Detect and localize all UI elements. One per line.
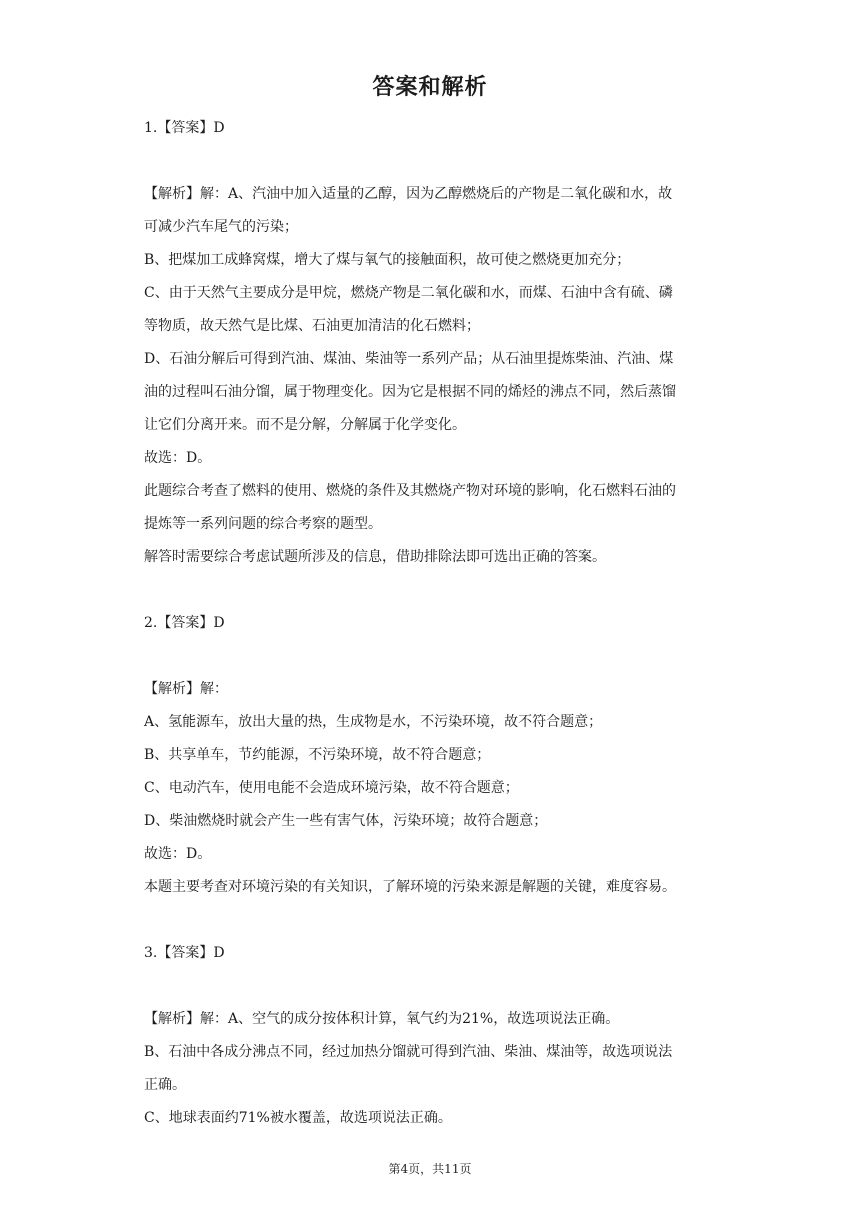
q2-analysis-line: B、共享单车，节约能源，不污染环境，故不符合题意； xyxy=(144,747,491,763)
q1-analysis-line: 油的过程叫石油分馏，属于物理变化。因为它是根据不同的烯烃的沸点不同，然后蒸馏 xyxy=(144,384,676,400)
spacer xyxy=(144,574,720,607)
q2-analysis-line: D、柴油燃烧时就会产生一些有害气体，污染环境；故符合题意； xyxy=(144,813,548,829)
q1-analysis-line: 让它们分离开来。而不是分解，分解属于化学变化。 xyxy=(144,417,466,433)
q1-analysis-line: D、石油分解后可得到汽油、煤油、柴油等一系列产品；从石油里提炼柴油、汽油、煤 xyxy=(144,351,674,367)
q1-answer: 1.【答案】D xyxy=(144,120,225,136)
q1-analysis-line: 【解析】解：A、汽油中加入适量的乙醇，因为乙醇燃烧后的产物是二氧化碳和水，故 xyxy=(144,186,673,202)
document-body xyxy=(144,112,720,1135)
q3-answer: 3.【答案】D xyxy=(144,945,225,961)
page-number-footer: 第4页，共11页 xyxy=(388,1162,472,1176)
q1-analysis-line: 提炼等一系列问题的综合考察的题型。 xyxy=(144,516,382,532)
q2-analysis-line: A、氢能源车，放出大量的热，生成物是水，不污染环境，故不符合题意； xyxy=(144,714,603,730)
q3-analysis-line: 正确。 xyxy=(144,1077,186,1093)
q2-analysis-line: C、电动汽车，使用电能不会造成环境污染，故不符合题意； xyxy=(144,780,519,796)
q1-analysis-line: B、把煤加工成蜂窝煤，增大了煤与氧气的接触面积，故可使之燃烧更加充分； xyxy=(144,252,631,268)
spacer xyxy=(144,970,720,1003)
q3-analysis-line: 【解析】解：A、空气的成分按体积计算，氧气约为21%，故选项说法正确。 xyxy=(144,1011,620,1027)
q1-analysis-line: 此题综合考查了燃料的使用、燃烧的条件及其燃烧产物对环境的影响，化石燃料石油的 xyxy=(144,483,676,499)
spacer xyxy=(144,904,720,937)
q1-analysis-line: 可减少汽车尾气的污染； xyxy=(144,219,298,235)
spacer xyxy=(144,640,720,673)
q2-analysis-line: 故选：D。 xyxy=(144,846,212,862)
q1-analysis-line: C、由于天然气主要成分是甲烷，燃烧产物是二氧化碳和水，而煤、石油中含有硫、磷 xyxy=(144,285,673,301)
q3-analysis-line: C、地球表面约71%被水覆盖，故选项说法正确。 xyxy=(144,1110,452,1126)
q1-analysis-line: 等物质，故天然气是比煤、石油更加清洁的化石燃料； xyxy=(144,318,480,334)
q1-analysis-line: 解答时需要综合考虑试题所涉及的信息，借助排除法即可选出正确的答案。 xyxy=(144,549,606,565)
q2-analysis-line: 本题主要考查对环境污染的有关知识，了解环境的污染来源是解题的关键，难度容易。 xyxy=(144,879,676,895)
q2-answer: 2.【答案】D xyxy=(144,615,225,631)
q1-analysis-line: 故选：D。 xyxy=(144,450,212,466)
q2-analysis-line: 【解析】解： xyxy=(144,681,228,697)
spacer xyxy=(144,145,720,178)
page-title: 答案和解析 xyxy=(372,75,488,100)
q3-analysis-line: B、石油中各成分沸点不同，经过加热分馏就可得到汽油、柴油、煤油等，故选项说法 xyxy=(144,1044,673,1060)
